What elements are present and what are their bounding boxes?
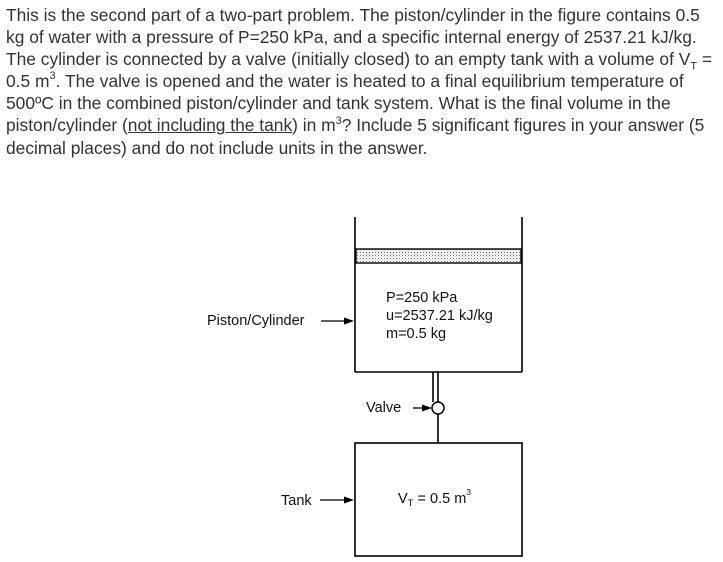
- piston: [356, 249, 521, 263]
- tank-volume-v: V: [398, 491, 408, 507]
- problem-text-3: . The valve is opened and the water is heated to a final equilibrium temperature of 500ºC in the combined piston/cylinder and tank system. What is the final volume in the piston/cylinder (: [6, 71, 684, 136]
- valve-icon: [432, 402, 444, 414]
- tank-volume-eq: = 0.5 m: [413, 491, 467, 507]
- problem-text-6: ? Include 5 significant figures in your answer (5 decimal places) and do not include units in the answer.: [6, 115, 705, 158]
- tank-volume-sub: T: [407, 498, 414, 509]
- problem-text-5: ) in m: [292, 115, 336, 136]
- valve-label: Valve: [366, 400, 402, 416]
- cylinder-internal-energy: u=2537.21 kJ/kg: [386, 308, 493, 324]
- problem-sup-2: 3: [335, 114, 342, 127]
- cylinder-mass: m=0.5 kg: [386, 326, 447, 342]
- piston-cylinder-arrow-icon: [321, 318, 354, 325]
- problem-underlined-text: not including the tank: [127, 115, 293, 136]
- problem-sub-t: T: [690, 60, 698, 73]
- tank-label: Tank: [281, 493, 312, 509]
- piston-cylinder-label: Piston/Cylinder: [207, 313, 305, 329]
- piston-cylinder: [355, 217, 522, 372]
- problem-text-1: This is the second part of a two-part problem. The piston/cylinder in the figure contains 0.5 kg of water with a pressure of P=250 kPa, and a specific internal energy of 2537.21 kJ/kg. The cylinder is connected by a valve (initially closed) to an empty tank with a volume of V: [6, 5, 700, 70]
- cylinder-pressure: P=250 kPa: [386, 290, 458, 306]
- problem-text-2: = 0.5 m: [6, 49, 713, 92]
- valve-arrow-icon: [413, 405, 432, 412]
- tank-volume-sup: 3: [466, 487, 472, 497]
- problem-sup-1: 3: [49, 70, 56, 83]
- tank-arrow-icon: [320, 497, 354, 504]
